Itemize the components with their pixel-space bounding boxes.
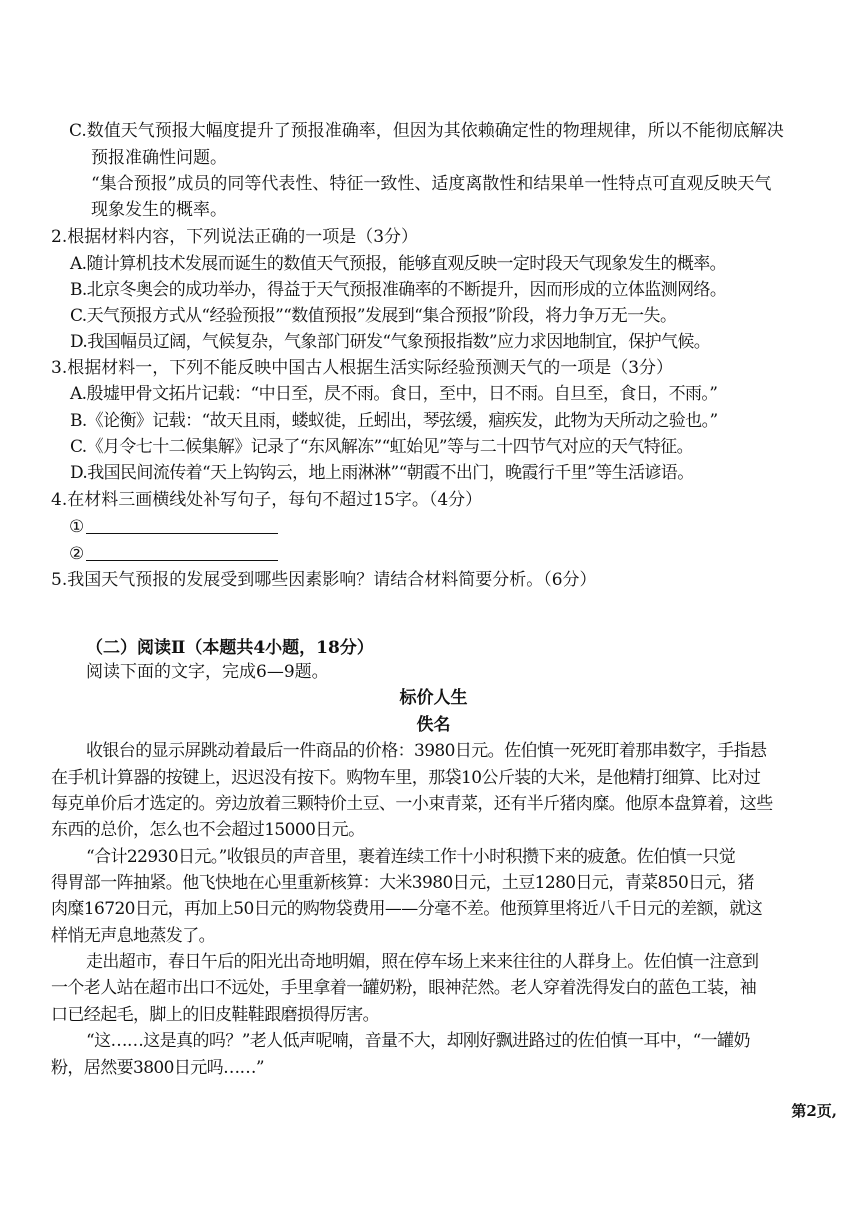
q4-answer-blank-1[interactable]: [86, 517, 278, 534]
q1-option-d-line2: 现象发生的概率。: [91, 200, 227, 220]
page-number: 第2页,: [791, 1102, 837, 1120]
article-paragraph-line: 收银台的显示屏跳动着最后一件商品的价格：3980日元。佐伯慎一死死盯着那串数字，手指悬: [86, 741, 767, 761]
q4-blank-marker-1: ①: [69, 517, 85, 537]
q4-answer-blank-2[interactable]: [86, 544, 278, 561]
q3-option-d: D.我国民间流传着“天上钩钩云，地上雨淋淋”“朝霞不出门，晚霞行千里”等生活谚语。: [70, 463, 694, 483]
q2-option-c: C.天气预报方式从“经验预报”“数值预报”发展到“集合预报”阶段，将力争万无一失。: [70, 306, 677, 326]
section2-heading: （二）阅读Ⅱ（本题共4小题，18分）: [86, 638, 374, 658]
q2-stem: 2.根据材料内容，下列说法正确的一项是（3分）: [51, 227, 419, 247]
article-paragraph-line: 东西的总价，怎么也不会超过15000日元。: [51, 820, 365, 840]
article-title: 标价人生: [399, 688, 468, 708]
article-paragraph-line: 走出超市，春日午后的阳光出奇地明媚，照在停车场上来来往往的人群身上。佐伯慎一注意到: [86, 952, 759, 972]
article-paragraph-line: 肉糜16720日元，再加上50日元的购物袋费用——分毫不差。他预算里将近八千日元的差额，就这: [51, 899, 763, 919]
q4-blank-marker-2: ②: [69, 544, 85, 564]
section2-instruction: 阅读下面的文字，完成6—9题。: [86, 662, 329, 682]
q3-option-a: A.殷墟甲骨文拓片记载：“中日至，昃不雨。食日，至中，日不雨。自旦至，食日，不雨。”: [70, 384, 718, 404]
article-paragraph-line: “这……这是真的吗？”老人低声呢喃，音量不大，却刚好飘进路过的佐伯慎一耳中，“一罐奶: [86, 1031, 750, 1051]
q4-answer-line-2[interactable]: [69, 543, 278, 565]
q2-option-d: D.我国幅员辽阔，气候复杂，气象部门研发“气象预报指数”应力求因地制宜，保护气候。: [70, 332, 711, 352]
q2-option-a: A.随计算机技术发展而诞生的数值天气预报，能够直观反映一定时段天气现象发生的概率。: [70, 254, 727, 274]
q3-option-c: C.《月令七十二候集解》记录了“东风解冻”“虹始见”等与二十四节气对应的天气特征。: [70, 437, 693, 457]
q4-stem: 4.在材料三画横线处补写句子，每句不超过15字。（4分）: [51, 490, 483, 510]
q1-option-c-line2: 预报准确性问题。: [91, 148, 227, 168]
article-author: 佚名: [416, 715, 451, 735]
article-paragraph-line: 得胃部一阵抽紧。他飞快地在心里重新核算：大米3980日元，土豆1280日元，青菜850日元，猪: [51, 873, 754, 893]
article-paragraph-line: 口已经起毛，脚上的旧皮鞋鞋跟磨损得厉害。: [51, 1005, 379, 1025]
q1-option-d-line1: “集合预报”成员的同等代表性、特征一致性、适度离散性和结果单一性特点可直观反映天气: [91, 174, 772, 194]
q4-answer-line-1[interactable]: [69, 516, 278, 538]
article-paragraph-line: 在手机计算器的按键上，迟迟没有按下。购物车里，那袋10公斤装的大米，是他精打细算、比对过: [51, 768, 761, 788]
article-paragraph-line: 每克单价后才选定的。旁边放着三颗特价土豆、一小束青菜，还有半斤猪肉糜。他原本盘算着，这些: [51, 794, 773, 814]
article-paragraph-line: 样悄无声息地蒸发了。: [51, 926, 215, 946]
q3-stem: 3.根据材料一，下列不能反映中国古人根据生活实际经验预测天气的一项是（3分）: [51, 358, 674, 378]
q2-option-b: B.北京冬奥会的成功举办，得益于天气预报准确率的不断提升，因而形成的立体监测网络。: [70, 280, 727, 300]
q3-option-b: B.《论衡》记载：“故天且雨，蝼蚁徙，丘蚓出，琴弦缓，痼疾发，此物为天所动之验也。”: [70, 411, 718, 431]
article-paragraph-line: 粉，居然要3800日元吗……”: [51, 1058, 264, 1078]
q1-option-c-line1: C.数值天气预报大幅度提升了预报准确率，但因为其依赖确定性的物理规律，所以不能彻底解决: [69, 121, 784, 141]
q5-stem: 5.我国天气预报的发展受到哪些因素影响？请结合材料简要分析。（6分）: [51, 570, 597, 590]
article-paragraph-line: 一个老人站在超市出口不远处，手里拿着一罐奶粉，眼神茫然。老人穿着洗得发白的蓝色工装，袖: [51, 978, 757, 998]
article-paragraph-line: “合计22930日元。”收银员的声音里，裹着连续工作十小时积攒下来的疲惫。佐伯慎一只觉: [86, 847, 736, 867]
